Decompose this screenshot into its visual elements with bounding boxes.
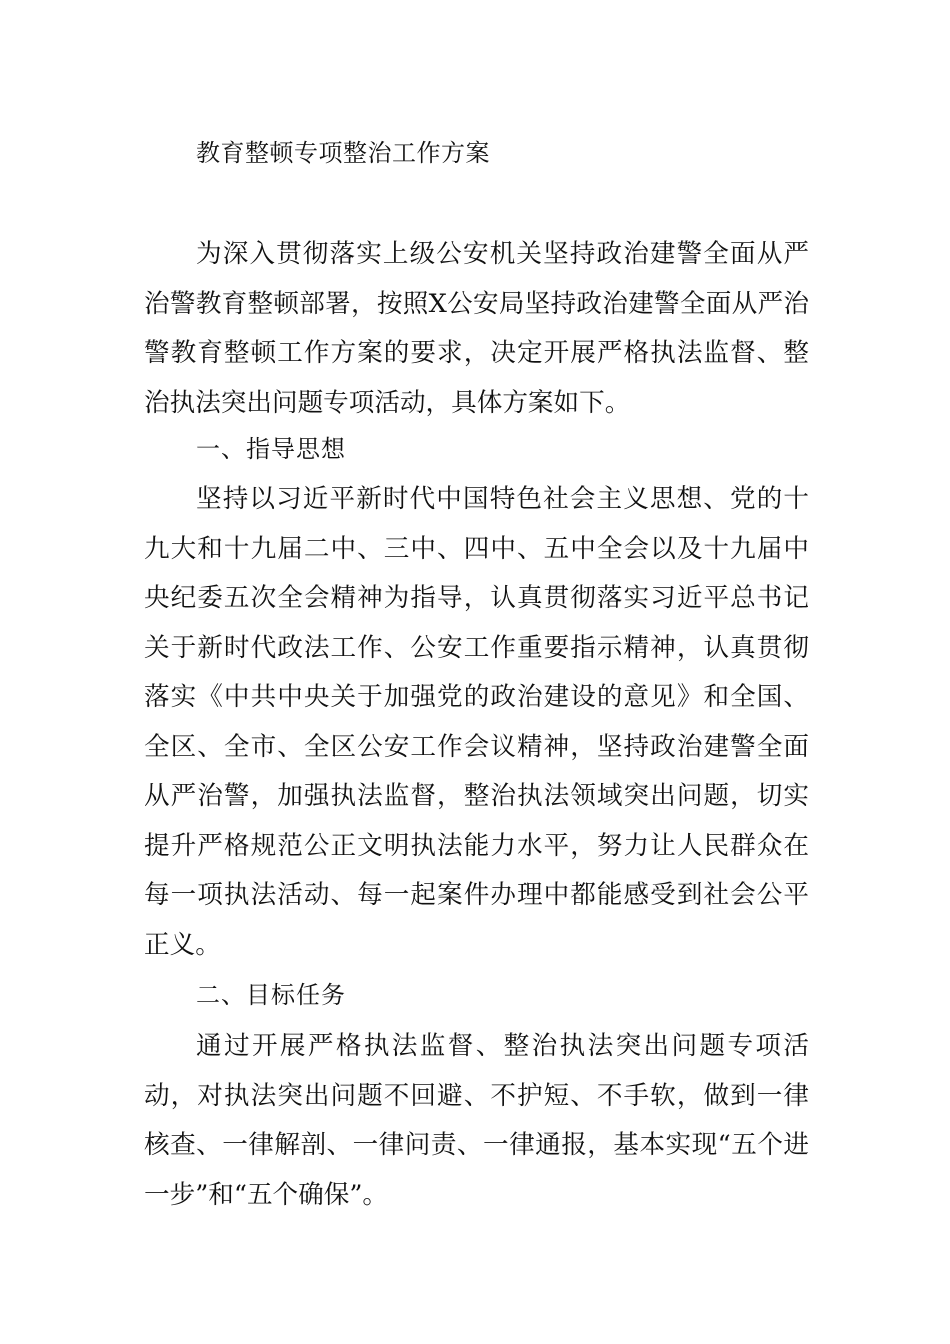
section-heading-guiding-ideology: 一、指导思想 bbox=[196, 435, 346, 463]
intro-paragraph: 为深入贯彻落实上级公安机关坚持政治建警全面从严治警教育整顿部署，按照X公安局坚持政治建警全面从严治警教育整顿工作方案的要求，决定开展严格执法监督、整治执法突出问题专项活动，具体方案如下。 bbox=[144, 239, 809, 418]
document-title: 教育整顿专项整治工作方案 bbox=[196, 139, 490, 167]
section-body-goals-tasks: 通过开展严格执法监督、整治执法突出问题专项活动，对执法突出问题不回避、不护短、不手软，做到一律核查、一律解剖、一律问责、一律通报，基本实现“五个进一步”和“五个确保”。 bbox=[144, 1031, 809, 1210]
section-body-guiding-ideology: 坚持以习近平新时代中国特色社会主义思想、党的十九大和十九届二中、三中、四中、五中全会以及十九届中央纪委五次全会精神为指导，认真贯彻落实习近平总书记关于新时代政法工作、公安工作重要指示精神，认真贯彻落实《中共中央关于加强党的政治建设的意见》和全国、全区、全市、全区公安工作会议精神，坚持政治建警全面从严治警，加强执法监督，整治执法领域突出问题，切实提升严格规范公正文明执法能力水平，努力让人民群众在每一项执法活动、每一起案件办理中都能感受到社会公平正义。 bbox=[144, 484, 809, 960]
section-heading-goals-tasks: 二、目标任务 bbox=[196, 981, 346, 1009]
